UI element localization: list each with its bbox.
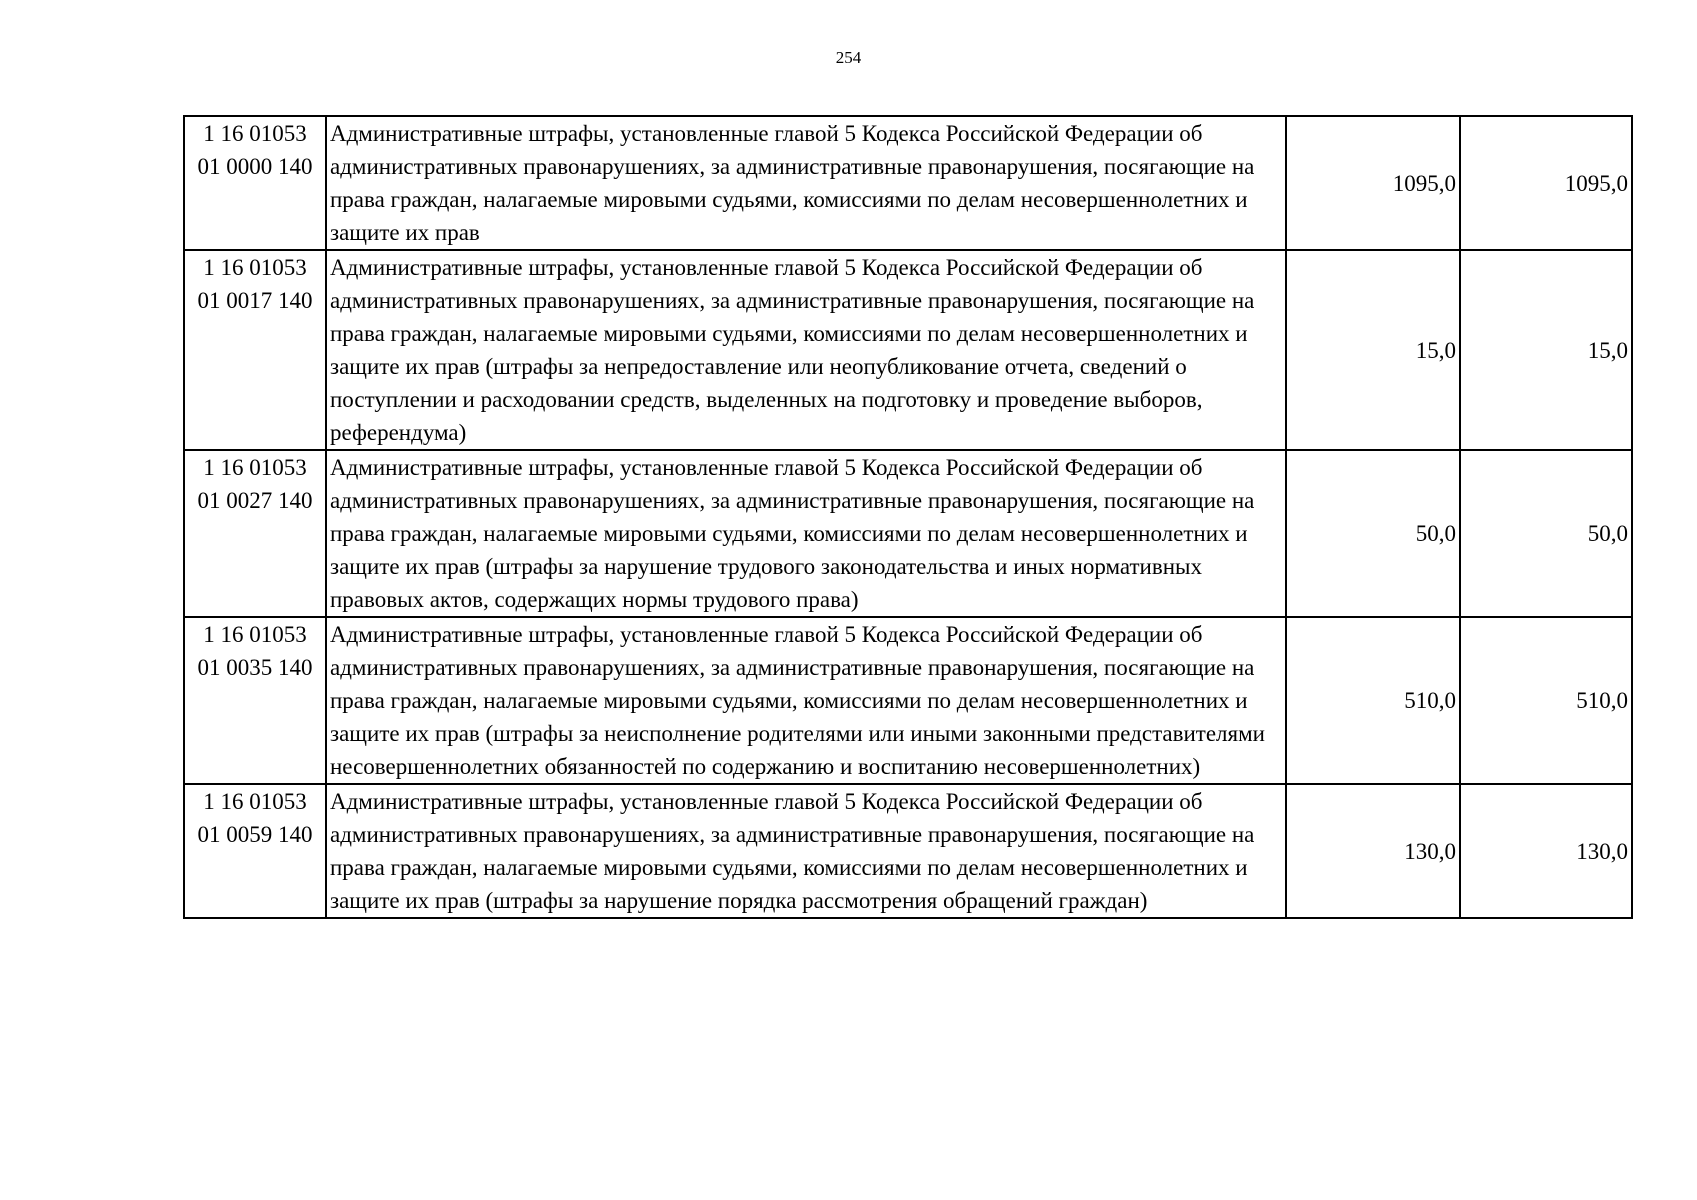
amount-column-1: 130,0: [1286, 784, 1460, 918]
fines-table: [183, 115, 1633, 919]
amount-column-1: 50,0: [1286, 450, 1460, 617]
table-row: [184, 784, 1632, 918]
amount-column-2: 1095,0: [1460, 116, 1632, 250]
amount-column-2: 130,0: [1460, 784, 1632, 918]
table-row: [184, 116, 1632, 250]
table-row: [184, 450, 1632, 617]
table-row: [184, 617, 1632, 784]
page-number: 254: [835, 48, 862, 67]
budget-code: 1 16 01053 01 0000 140: [184, 116, 326, 250]
budget-code: 1 16 01053 01 0035 140: [184, 617, 326, 784]
table-row: [184, 250, 1632, 450]
fine-description: Административные штрафы, установленные главой 5 Кодекса Российской Федерации об административных правонарушениях, за административные правонарушения, посягающие на права граждан, налагаемые мировыми судьями, комиссиями по делам несовершеннолетних и защите их прав: [326, 116, 1286, 250]
budget-code: 1 16 01053 01 0059 140: [184, 784, 326, 918]
amount-column-1: 1095,0: [1286, 116, 1460, 250]
amount-column-2: 50,0: [1460, 450, 1632, 617]
amount-column-2: 15,0: [1460, 250, 1632, 450]
amount-column-1: 510,0: [1286, 617, 1460, 784]
budget-code: 1 16 01053 01 0017 140: [184, 250, 326, 450]
amount-column-1: 15,0: [1286, 250, 1460, 450]
fine-description: Административные штрафы, установленные главой 5 Кодекса Российской Федерации об административных правонарушениях, за административные правонарушения, посягающие на права граждан, налагаемые мировыми судьями, комиссиями по делам несовершеннолетних и защите их прав (штрафы за неисполнение родителями или иными законными представителями несовершеннолетних обязанностей по содержанию и воспитанию несовершеннолетних): [326, 617, 1286, 784]
fine-description: Административные штрафы, установленные главой 5 Кодекса Российской Федерации об административных правонарушениях, за административные правонарушения, посягающие на права граждан, налагаемые мировыми судьями, комиссиями по делам несовершеннолетних и защите их прав (штрафы за непредоставление или неопубликование отчета, сведений о поступлении и расходовании средств, выделенных на подготовку и проведение выборов, референдума): [326, 250, 1286, 450]
fine-description: Административные штрафы, установленные главой 5 Кодекса Российской Федерации об административных правонарушениях, за административные правонарушения, посягающие на права граждан, налагаемые мировыми судьями, комиссиями по делам несовершеннолетних и защите их прав (штрафы за нарушение трудового законодательства и иных нормативных правовых актов, содержащих нормы трудового права): [326, 450, 1286, 617]
fine-description: Административные штрафы, установленные главой 5 Кодекса Российской Федерации об административных правонарушениях, за административные правонарушения, посягающие на права граждан, налагаемые мировыми судьями, комиссиями по делам несовершеннолетних и защите их прав (штрафы за нарушение порядка рассмотрения обращений граждан): [326, 784, 1286, 918]
amount-column-2: 510,0: [1460, 617, 1632, 784]
budget-code: 1 16 01053 01 0027 140: [184, 450, 326, 617]
